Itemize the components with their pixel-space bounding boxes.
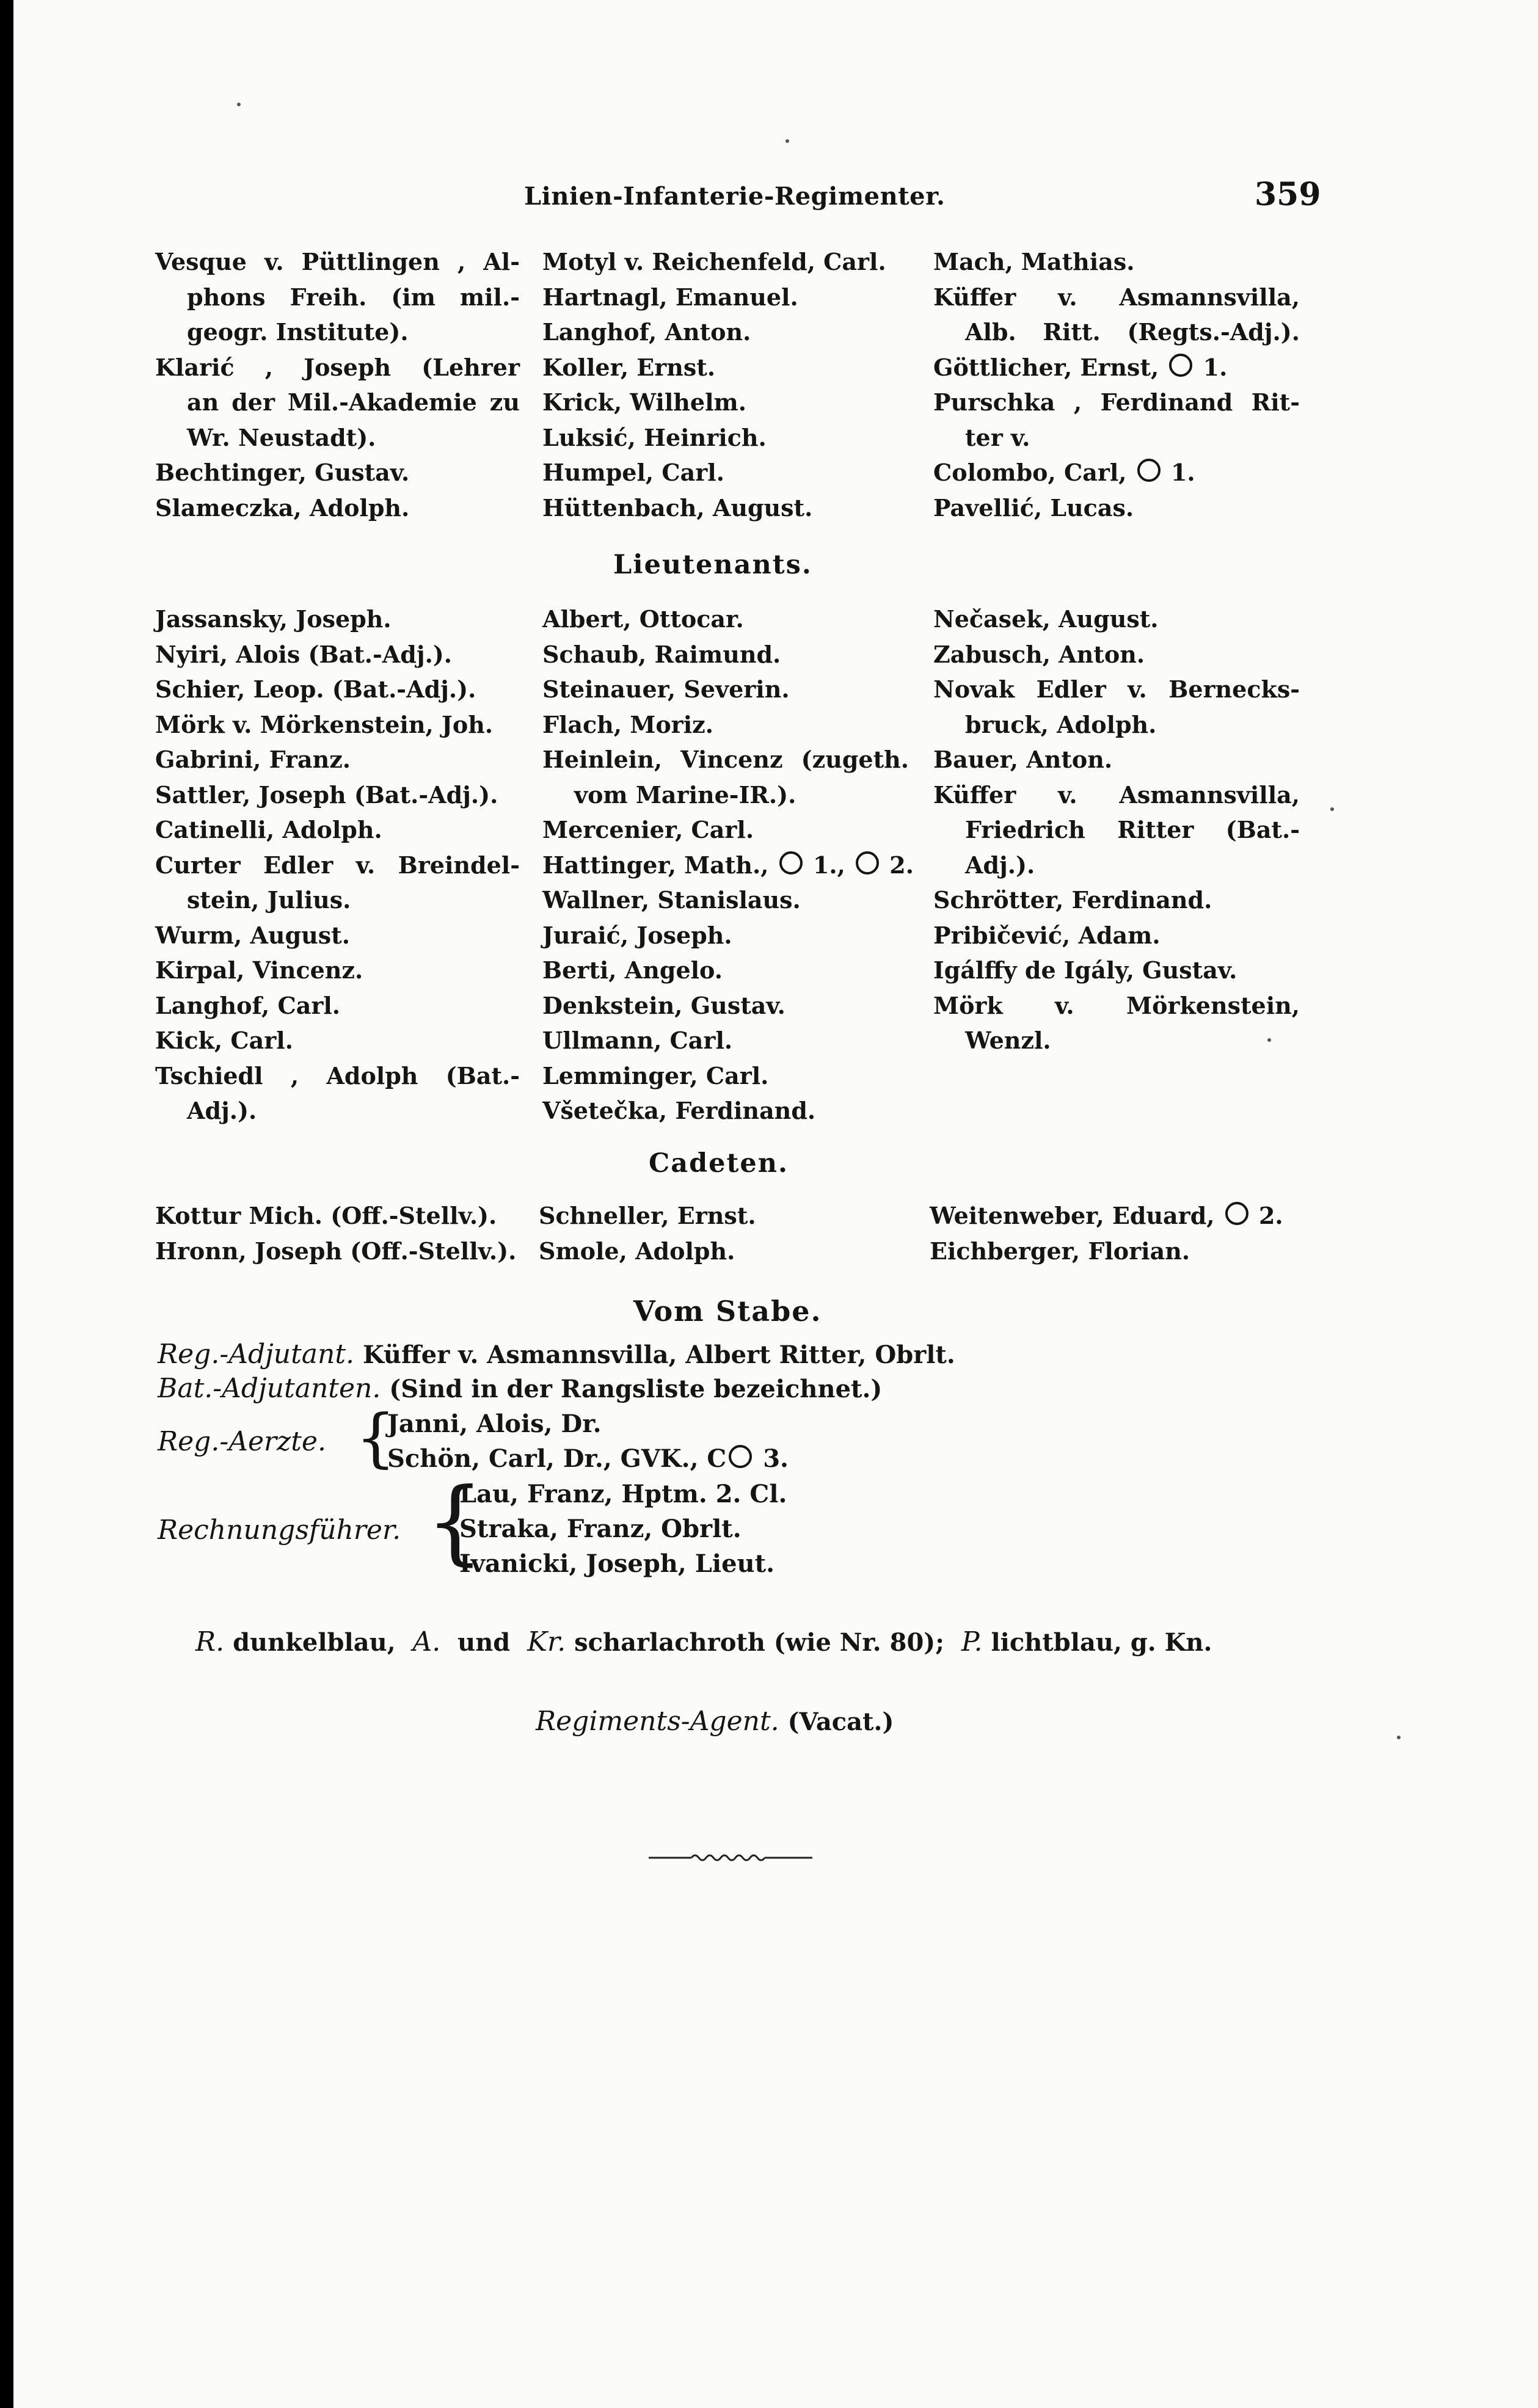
lieutenants-column-3 — [933, 602, 1300, 1058]
entry-line: Heinlein, Vincenz (zugeth. — [542, 746, 909, 773]
entry-line: Schrötter, Ferdinand. — [933, 886, 1212, 914]
reg-adjutant-label: Reg.-Adjutant. — [158, 1339, 355, 1370]
agent-label: Regiments-Agent. — [536, 1706, 779, 1737]
entry-line: Colombo, Carl, 1. — [933, 459, 1195, 486]
agent-line — [536, 1706, 894, 1737]
dust-speck — [1267, 1038, 1271, 1042]
entry-line: Mörk v. Mörkenstein, — [933, 991, 1300, 1019]
entry-line: Vesque v. Püttlingen , Al- — [155, 248, 520, 275]
dust-speck — [1397, 1736, 1401, 1739]
top-column-1 — [155, 244, 520, 525]
entry-line: Kick, Carl. — [155, 1027, 293, 1054]
entry-line: Pribičević, Adam. — [933, 921, 1161, 949]
entry-line: Krick, Wilhelm. — [542, 388, 746, 416]
entry-line: Igálffy de Igály, Gustav. — [933, 956, 1237, 984]
uniform-p-value: lichtblau, g. Kn. — [991, 1628, 1212, 1657]
lieutenants-column-1 — [155, 602, 520, 1129]
entry-line: Berti, Angelo. — [542, 956, 723, 984]
entry-line: Jassansky, Joseph. — [155, 605, 392, 633]
entry-continuation: stein, Julius. — [187, 886, 351, 914]
rechnungsfuehrer-label: Rechnungsführer. — [158, 1515, 401, 1546]
bat-adjutant-value: (Sind in der Rangsliste bezeichnet.) — [389, 1375, 883, 1403]
entry-line: Schneller, Ernst. — [539, 1202, 756, 1229]
entry-line: Wurm, August. — [155, 921, 350, 949]
entry-line: Schaub, Raimund. — [542, 640, 781, 668]
entry-line: Tschiedl , Adolph (Bat.- — [155, 1061, 520, 1089]
rechnungsfuehrer-2: Straka, Franz, Obrlt. — [459, 1515, 742, 1543]
brace-aerzte: { — [355, 1400, 396, 1475]
reg-aerzt-2: Schön, Carl, Dr., GVK., C 3. — [387, 1444, 789, 1473]
entry-line: Küffer v. Asmannsvilla, — [933, 780, 1300, 809]
entry-line: Küffer v. Asmannsvilla, — [933, 283, 1300, 311]
entry-continuation: Adj.). — [187, 1097, 257, 1124]
reg-aerzte-label: Reg.-Aerzte. — [158, 1426, 326, 1457]
reg-aerzt-1: Janni, Alois, Dr. — [387, 1410, 602, 1438]
uniform-r-label: R. — [195, 1626, 225, 1657]
uniform-kr-value: scharlachroth (wie Nr. 80); — [574, 1628, 944, 1657]
entry-line: Všetečka, Ferdinand. — [542, 1097, 816, 1124]
entry-line: Juraić, Joseph. — [542, 921, 732, 949]
order-circle-icon — [1137, 459, 1161, 482]
entry-line: Hartnagl, Emanuel. — [542, 283, 798, 311]
entry-continuation: Wr. Neustadt). — [187, 423, 376, 451]
entry-line: Humpel, Carl. — [542, 459, 724, 486]
entry-line: Bauer, Anton. — [933, 746, 1113, 773]
entry-continuation: Adj.). — [965, 851, 1035, 879]
entry-line: Smole, Adolph. — [539, 1237, 735, 1265]
entry-line: Ullmann, Carl. — [542, 1027, 733, 1054]
entry-line: Steinauer, Severin. — [542, 675, 790, 703]
uniform-r-value: dunkelblau, — [233, 1628, 396, 1657]
cadets-column-2 — [539, 1198, 905, 1268]
entry-line: Wallner, Stanislaus. — [542, 886, 801, 914]
closing-flourish — [649, 1850, 812, 1864]
entry-line: Zabusch, Anton. — [933, 640, 1145, 668]
brace-rechnungsfuehrer: { — [426, 1469, 484, 1575]
entry-line: Schier, Leop. (Bat.-Adj.). — [155, 675, 476, 703]
entry-line: Denkstein, Gustav. — [542, 991, 785, 1019]
lieutenants-column-2 — [542, 602, 914, 1129]
entry-continuation: phons Freih. (im mil.- — [187, 283, 520, 311]
entry-line: Weitenweber, Eduard, 2. — [930, 1202, 1283, 1229]
uniform-und: und — [457, 1628, 511, 1657]
cadets-column-3 — [930, 1198, 1308, 1268]
entry-line: Albert, Ottocar. — [542, 605, 744, 633]
lieutenants-heading: Lieutenants. — [613, 550, 812, 580]
order-circle-icon — [1169, 354, 1192, 377]
page-number: 359 — [1255, 176, 1321, 213]
cadets-column-1 — [155, 1198, 534, 1268]
running-header: Linien-Infanterie-Regimenter. — [524, 182, 946, 211]
entry-line: Mörk v. Mörkenstein, Joh. — [155, 710, 494, 738]
entry-line: Hüttenbach, August. — [542, 493, 813, 522]
rechnungsfuehrer-3: Ivanicki, Joseph, Lieut. — [459, 1549, 774, 1578]
order-circle-icon — [729, 1445, 752, 1468]
entry-continuation: an der Mil.-Akademie zu — [187, 388, 520, 416]
entry-line: Novak Edler v. Bernecks- — [933, 675, 1300, 703]
entry-continuation: vom Marine-IR.). — [574, 780, 796, 809]
order-circle-icon — [779, 851, 803, 875]
entry-line: Lemminger, Carl. — [542, 1061, 769, 1089]
uniform-line — [195, 1626, 1212, 1657]
agent-value: (Vacat.) — [787, 1708, 894, 1736]
entry-line: Nečasek, August. — [933, 605, 1159, 633]
entry-line: Catinelli, Adolph. — [155, 816, 382, 843]
bat-adjutant-label: Bat.-Adjutanten. — [158, 1373, 381, 1404]
uniform-p-label: P. — [961, 1626, 983, 1657]
entry-line: Langhof, Anton. — [542, 318, 751, 346]
top-column-2 — [542, 244, 909, 525]
entry-continuation: Friedrich Ritter (Bat.- — [965, 816, 1300, 843]
entry-line: Sattler, Joseph (Bat.-Adj.). — [155, 780, 498, 809]
entry-line: Kottur Mich. (Off.-Stellv.). — [155, 1202, 497, 1229]
entry-line: Curter Edler v. Breindel- — [155, 851, 520, 879]
entry-line: Luksić, Heinrich. — [542, 423, 767, 451]
reg-adjutant-value: Küffer v. Asmannsvilla, Albert Ritter, Obrlt. — [362, 1340, 955, 1369]
entry-line: Gabrini, Franz. — [155, 746, 351, 773]
entry-line: Langhof, Carl. — [155, 991, 341, 1019]
entry-line: Pavellić, Lucas. — [933, 493, 1134, 522]
entry-line: Koller, Ernst. — [542, 353, 716, 381]
reg-adjutant-line — [158, 1339, 955, 1370]
rechnungsfuehrer-1: Lau, Franz, Hptm. 2. Cl. — [459, 1480, 787, 1508]
entry-continuation: Alb. Ritt. (Regts.-Adj.). — [965, 318, 1300, 346]
entry-line: Klarić , Joseph (Lehrer — [155, 353, 520, 381]
entry-line: Mach, Mathias. — [933, 248, 1135, 275]
dust-speck — [237, 103, 241, 106]
entry-line: Hronn, Joseph (Off.-Stellv.). — [155, 1237, 517, 1265]
entry-line: Slameczka, Adolph. — [155, 493, 410, 522]
cadets-heading: Cadeten. — [649, 1148, 789, 1179]
entry-continuation: Wenzl. — [965, 1027, 1051, 1054]
entry-line: Mercenier, Carl. — [542, 816, 754, 843]
entry-line: Kirpal, Vincenz. — [155, 956, 363, 984]
order-circle-icon — [856, 851, 879, 875]
entry-line: Bechtinger, Gustav. — [155, 459, 410, 486]
entry-line: Flach, Moriz. — [542, 710, 713, 738]
dust-speck — [785, 139, 789, 143]
entry-line: Purschka , Ferdinand Rit- — [933, 388, 1300, 416]
bat-adjutant-line — [158, 1373, 882, 1404]
entry-continuation: geogr. Institute). — [187, 318, 409, 346]
entry-line: Hattinger, Math., 1., 2. — [542, 851, 914, 879]
entry-line: Nyiri, Alois (Bat.-Adj.). — [155, 640, 453, 668]
uniform-kr-label: Kr. — [527, 1626, 566, 1657]
uniform-a-label: A. — [412, 1626, 441, 1657]
entry-continuation: ter v. — [965, 423, 1030, 451]
top-column-3 — [933, 244, 1300, 525]
entry-line: Eichberger, Florian. — [930, 1237, 1190, 1265]
order-circle-icon — [1225, 1202, 1248, 1225]
entry-line: Göttlicher, Ernst, 1. — [933, 353, 1228, 381]
entry-continuation: bruck, Adolph. — [965, 710, 1157, 738]
entry-line: Motyl v. Reichenfeld, Carl. — [542, 248, 886, 275]
book-page — [13, 0, 1538, 2408]
dust-speck — [1330, 807, 1334, 811]
staff-heading: Vom Stabe. — [633, 1295, 822, 1328]
